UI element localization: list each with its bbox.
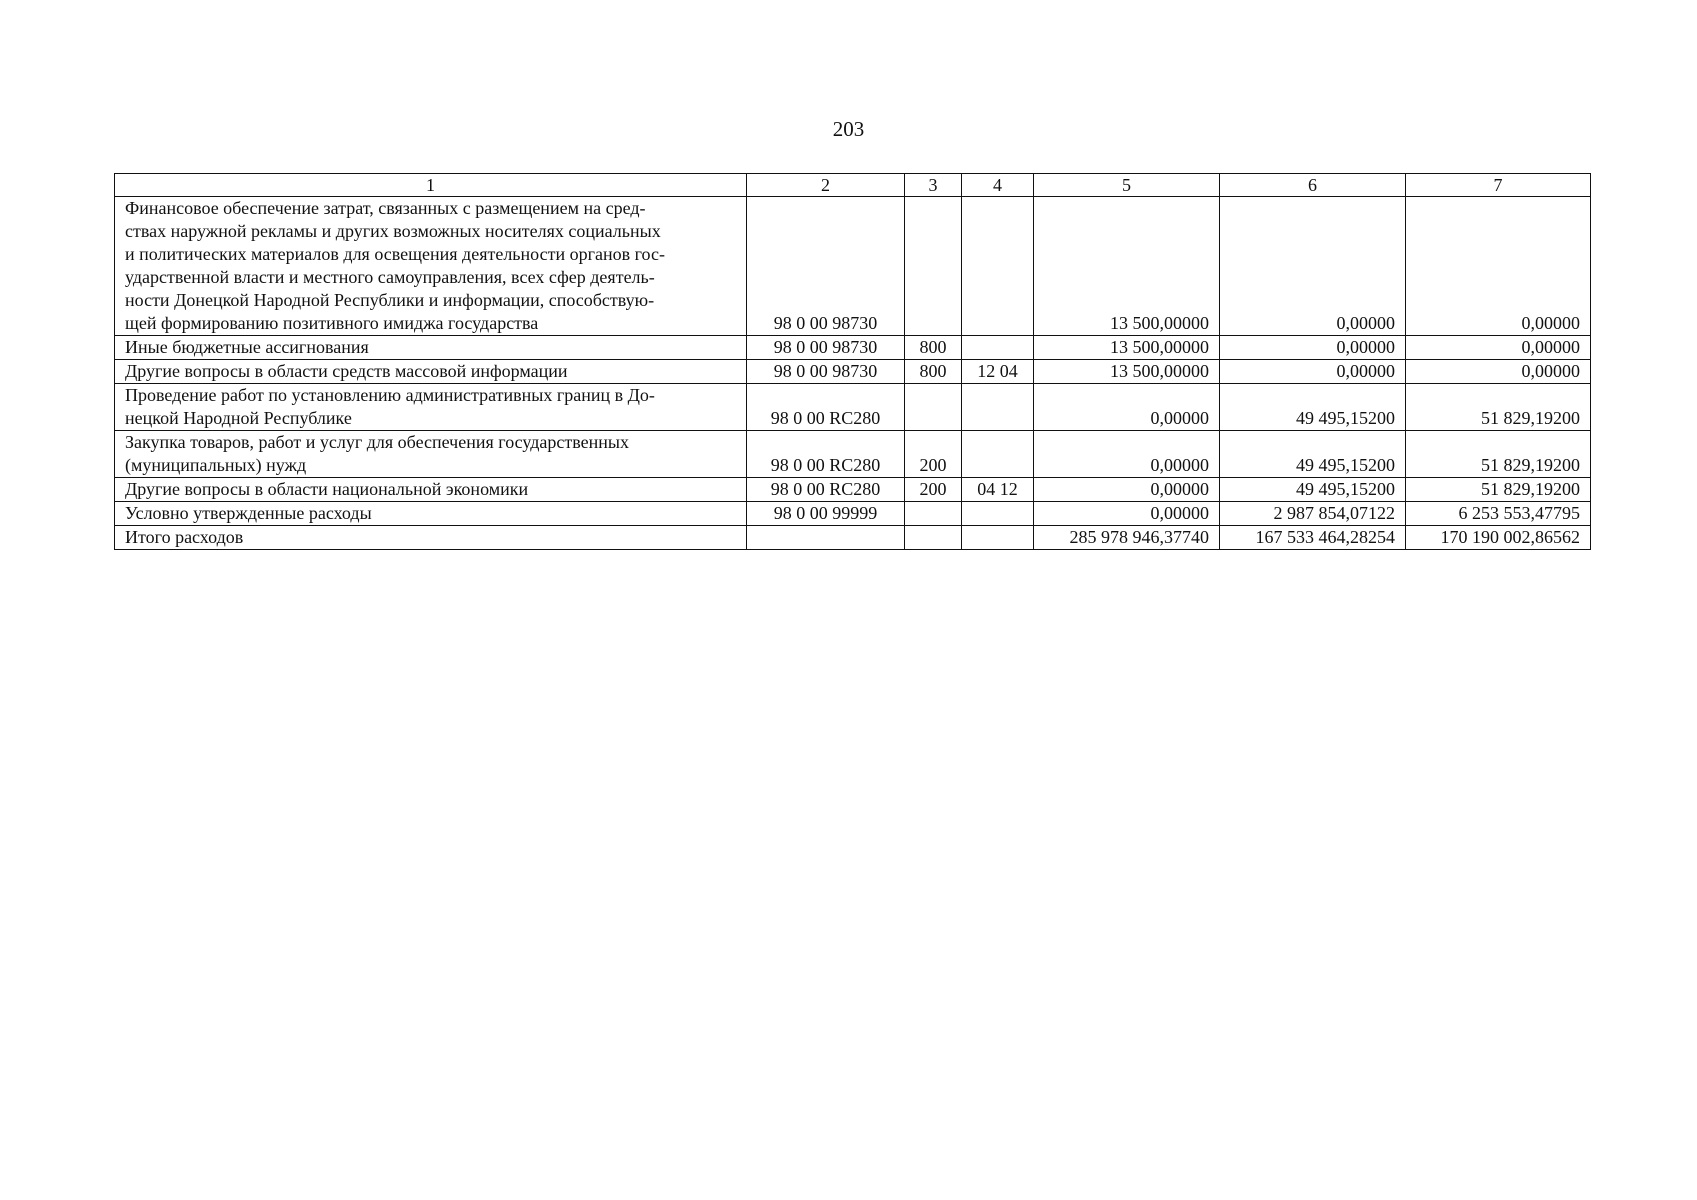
total-col6: 167 533 464,28254 — [1220, 526, 1406, 550]
target-article-code: 98 0 00 99999 — [747, 502, 905, 526]
expense-type-code — [905, 197, 962, 336]
amount-col6: 2 987 854,07122 — [1220, 502, 1406, 526]
row-name-line: щей формированию позитивного имиджа государства — [125, 313, 539, 333]
row-name-line: (муниципальных) нужд — [125, 455, 307, 475]
table-row — [115, 360, 1591, 384]
row-name — [115, 384, 747, 431]
row-name-line: и политических материалов для освещения деятельности органов гос- — [125, 244, 665, 264]
row-name-line: Условно утвержденные расходы — [125, 503, 372, 523]
table-row — [115, 336, 1591, 360]
expense-type-code: 800 — [905, 360, 962, 384]
total-col5: 285 978 946,37740 — [1034, 526, 1220, 550]
expense-type-code — [905, 502, 962, 526]
section-code — [962, 336, 1034, 360]
amount-col7: 6 253 553,47795 — [1406, 502, 1591, 526]
amount-col6: 0,00000 — [1220, 197, 1406, 336]
table-row — [115, 478, 1591, 502]
amount-col5: 0,00000 — [1034, 478, 1220, 502]
amount-col7: 51 829,19200 — [1406, 384, 1591, 431]
row-name-line: Иные бюджетные ассигнования — [125, 337, 369, 357]
row-name-line: нецкой Народной Республике — [125, 408, 352, 428]
row-name — [115, 502, 747, 526]
row-name — [115, 478, 747, 502]
table-row — [115, 502, 1591, 526]
amount-col5: 0,00000 — [1034, 502, 1220, 526]
amount-col5: 13 500,00000 — [1034, 360, 1220, 384]
target-article-code: 98 0 00 RC280 — [747, 478, 905, 502]
row-name — [115, 197, 747, 336]
section-code — [962, 384, 1034, 431]
column-header: 5 — [1034, 174, 1220, 197]
row-name — [115, 431, 747, 478]
page-number: 203 — [832, 117, 865, 141]
expense-type-code: 200 — [905, 478, 962, 502]
row-name-line: Закупка товаров, работ и услуг для обеспечения государственных — [125, 432, 630, 452]
row-name-line: Финансовое обеспечение затрат, связанных с размещением на сред- — [125, 198, 646, 218]
section-code — [962, 526, 1034, 550]
amount-col5: 13 500,00000 — [1034, 336, 1220, 360]
column-header: 3 — [905, 174, 962, 197]
amount-col7: 0,00000 — [1406, 360, 1591, 384]
amount-col7: 51 829,19200 — [1406, 478, 1591, 502]
target-article-code — [747, 526, 905, 550]
amount-col5: 13 500,00000 — [1034, 197, 1220, 336]
amount-col5: 0,00000 — [1034, 384, 1220, 431]
row-name-line: Другие вопросы в области национальной экономики — [125, 479, 529, 499]
expense-type-code: 800 — [905, 336, 962, 360]
column-header: 1 — [115, 174, 747, 197]
expense-type-code — [905, 526, 962, 550]
row-name-line: Проведение работ по установлению административных границ в До- — [125, 385, 655, 405]
target-article-code: 98 0 00 RC280 — [747, 431, 905, 478]
row-name-line: ударственной власти и местного самоуправления, всех сфер деятель- — [125, 267, 655, 287]
total-row — [115, 526, 1591, 550]
amount-col6: 49 495,15200 — [1220, 431, 1406, 478]
section-code — [962, 431, 1034, 478]
section-code: 04 12 — [962, 478, 1034, 502]
row-name-line: ности Донецкой Народной Республики и информации, способствую- — [125, 290, 655, 310]
header-row — [115, 174, 1591, 197]
amount-col7: 51 829,19200 — [1406, 431, 1591, 478]
column-header: 7 — [1406, 174, 1591, 197]
budget-table — [114, 173, 1591, 550]
total-col7: 170 190 002,86562 — [1406, 526, 1591, 550]
expense-type-code — [905, 384, 962, 431]
target-article-code: 98 0 00 98730 — [747, 336, 905, 360]
column-header: 4 — [962, 174, 1034, 197]
row-name-line: Другие вопросы в области средств массовой информации — [125, 361, 568, 381]
section-code: 12 04 — [962, 360, 1034, 384]
table-row — [115, 384, 1591, 431]
amount-col6: 0,00000 — [1220, 336, 1406, 360]
row-name — [115, 526, 747, 550]
row-name-line: ствах наружной рекламы и других возможных носителях социальных — [125, 221, 661, 241]
column-header: 6 — [1220, 174, 1406, 197]
section-code — [962, 502, 1034, 526]
amount-col7: 0,00000 — [1406, 336, 1591, 360]
amount-col6: 49 495,15200 — [1220, 478, 1406, 502]
column-header: 2 — [747, 174, 905, 197]
row-name — [115, 336, 747, 360]
table-row — [115, 431, 1591, 478]
table-row — [115, 197, 1591, 336]
expense-type-code: 200 — [905, 431, 962, 478]
amount-col7: 0,00000 — [1406, 197, 1591, 336]
row-name — [115, 360, 747, 384]
amount-col6: 49 495,15200 — [1220, 384, 1406, 431]
section-code — [962, 197, 1034, 336]
amount-col5: 0,00000 — [1034, 431, 1220, 478]
target-article-code: 98 0 00 98730 — [747, 360, 905, 384]
row-name-line: Итого расходов — [125, 527, 244, 547]
target-article-code: 98 0 00 98730 — [747, 197, 905, 336]
target-article-code: 98 0 00 RC280 — [747, 384, 905, 431]
amount-col6: 0,00000 — [1220, 360, 1406, 384]
